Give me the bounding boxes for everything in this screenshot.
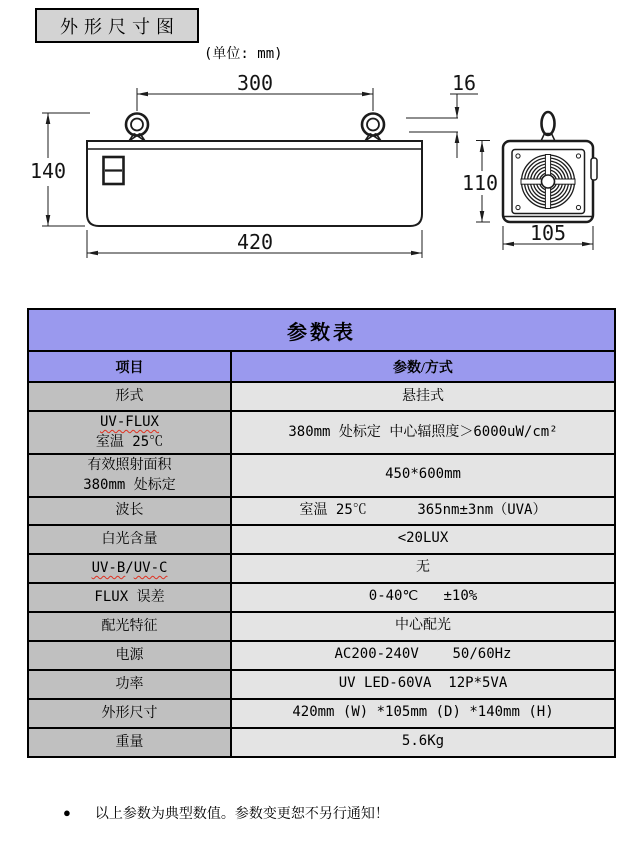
row-value: 悬挂式 xyxy=(231,382,615,411)
table-row xyxy=(28,670,615,699)
table-row xyxy=(28,612,615,641)
row-value: 420mm (W) *105mm (D) *140mm (H) xyxy=(231,699,615,728)
row-value: 0-40℃ ±10% xyxy=(231,583,615,612)
table-title: 参数表 xyxy=(28,309,615,351)
eyebolt-left xyxy=(126,114,148,142)
table-row xyxy=(28,583,615,612)
dim-label-105: 105 xyxy=(529,221,567,245)
row-label-line2: 室温 25℃ xyxy=(95,434,164,451)
row-value: <20LUX xyxy=(231,525,615,554)
table-row xyxy=(28,728,615,757)
side-latch xyxy=(591,158,597,180)
table-row xyxy=(28,641,615,670)
footer-note xyxy=(63,803,583,823)
row-label: 配光特征 xyxy=(28,612,231,641)
row-value: UV LED-60VA 12P*5VA xyxy=(231,670,615,699)
row-label xyxy=(28,454,231,497)
row-value: 室温 25℃ 365nm±3nm（UVA） xyxy=(231,497,615,525)
side-view xyxy=(503,112,597,222)
row-label xyxy=(28,411,231,454)
row-label: 外形尺寸 xyxy=(28,699,231,728)
column-header-value: 参数/方式 xyxy=(231,351,615,382)
row-label: 重量 xyxy=(28,728,231,757)
row-label-line1: 有效照射面积 xyxy=(87,456,172,473)
dim-label-420: 420 xyxy=(236,230,274,254)
front-view xyxy=(87,114,422,227)
row-label: 功率 xyxy=(28,670,231,699)
eyebolt-right xyxy=(362,114,384,142)
table-row xyxy=(28,382,615,411)
table-row xyxy=(28,497,615,525)
row-value: 无 xyxy=(231,554,615,583)
side-hook xyxy=(542,112,555,135)
row-value: AC200-240V 50/60Hz xyxy=(231,641,615,670)
unit-label: (单位: mm) xyxy=(204,46,283,62)
row-label: FLUX 误差 xyxy=(28,583,231,612)
row-value: 中心配光 xyxy=(231,612,615,641)
row-label: 波长 xyxy=(28,497,231,525)
dim-label-140: 140 xyxy=(29,159,67,183)
table-row xyxy=(28,554,615,583)
dim-label-300: 300 xyxy=(236,71,274,95)
row-label: 电源 xyxy=(28,641,231,670)
row-value: 380mm 处标定 中心辐照度＞6000uW/cm² xyxy=(231,411,615,454)
row-value: 450*600mm xyxy=(231,454,615,497)
dim-label-110: 110 xyxy=(461,171,499,195)
dim-label-16: 16 xyxy=(451,71,477,95)
row-label-uvc: UV-C xyxy=(133,559,168,576)
row-label: 白光含量 xyxy=(28,525,231,554)
column-header-item: 项目 xyxy=(28,351,231,382)
row-label xyxy=(28,554,231,583)
table-row xyxy=(28,454,615,497)
row-label-line1: UV-FLUX xyxy=(99,414,159,430)
table-row xyxy=(28,525,615,554)
table-row xyxy=(28,411,615,454)
page-title-text: 外形尺寸图 xyxy=(60,16,180,37)
row-label-uvb: UV-B xyxy=(91,559,126,576)
row-value: 5.6Kg xyxy=(231,728,615,757)
row-label-slash: / xyxy=(125,559,134,576)
row-label: 形式 xyxy=(28,382,231,411)
footer-note-text: 以上参数为典型数值。参数变更恕不另行通知！ xyxy=(94,807,389,822)
table-row xyxy=(28,699,615,728)
bullet-icon: ● xyxy=(63,805,71,820)
parameter-table xyxy=(27,308,616,758)
row-label-line2: 380mm 处标定 xyxy=(83,477,176,494)
dimension-diagram xyxy=(0,0,640,300)
